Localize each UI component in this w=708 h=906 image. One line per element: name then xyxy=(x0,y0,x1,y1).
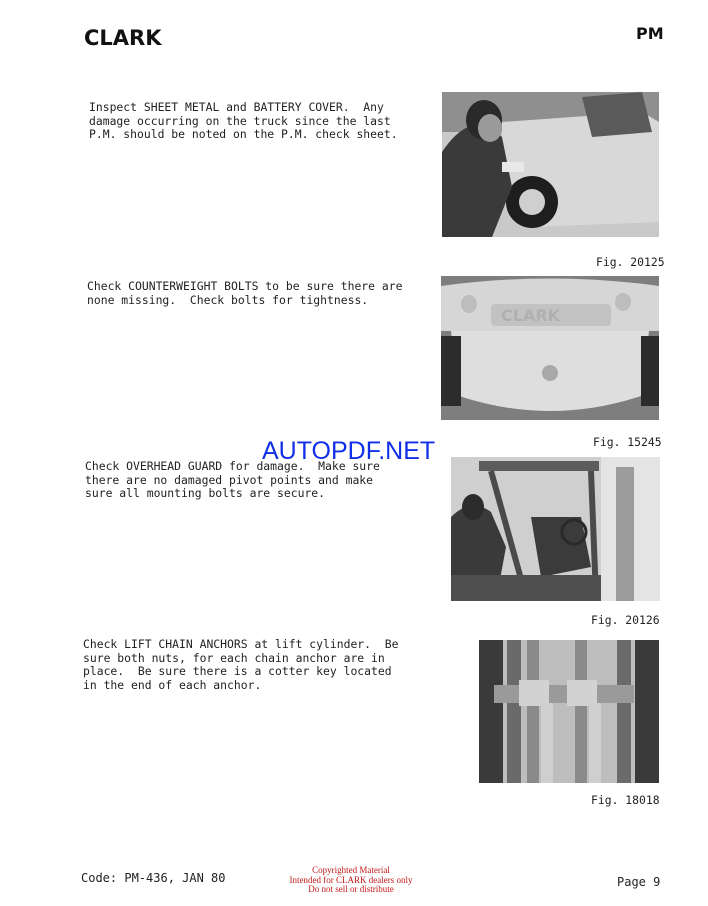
instruction-counterweight-bolts: Check COUNTERWEIGHT BOLTS to be sure there are none missing. Check bolts for tightness. xyxy=(87,279,403,307)
figure-caption: Fig. 15245 xyxy=(593,435,662,449)
figure-caption: Fig. 18018 xyxy=(591,793,660,807)
copyright-line: Copyrighted Material xyxy=(312,865,390,875)
figure-caption: Fig. 20126 xyxy=(591,613,660,627)
photo-overhead-guard xyxy=(451,457,660,601)
instruction-lift-chain-anchors: Check LIFT CHAIN ANCHORS at lift cylinder. Be sure both nuts, for each chain anchor are in place. Be sure there is a cotter key located in the end of each anchor. xyxy=(83,637,399,692)
instruction-sheet-metal: Inspect SHEET METAL and BATTERY COVER. Any damage occurring on the truck since the last P.M. should be noted on the P.M. check sheet. xyxy=(89,100,398,141)
clark-logo: CLARK xyxy=(84,26,162,50)
counterweight-embossed-logo: CLARK xyxy=(501,306,561,325)
section-code: PM xyxy=(636,24,664,43)
copyright-line: Do not sell or distribute xyxy=(308,884,394,894)
copyright-notice xyxy=(280,866,422,895)
instruction-overhead-guard: Check OVERHEAD GUARD for damage. Make sure there are no damaged pivot points and make sure all mounting bolts are secure. xyxy=(85,459,380,500)
photo-counterweight xyxy=(441,276,659,420)
photo-lift-chain-anchors xyxy=(479,640,659,783)
document-code: Code: PM-436, JAN 80 xyxy=(81,871,226,885)
figure-caption: Fig. 20125 xyxy=(596,255,665,269)
photo-sheet-metal-inspection xyxy=(442,92,659,237)
page-number: Page 9 xyxy=(617,875,661,889)
watermark-text: AUTOPDF.NET xyxy=(262,437,436,465)
copyright-line: Intended for CLARK dealers only xyxy=(289,874,413,885)
